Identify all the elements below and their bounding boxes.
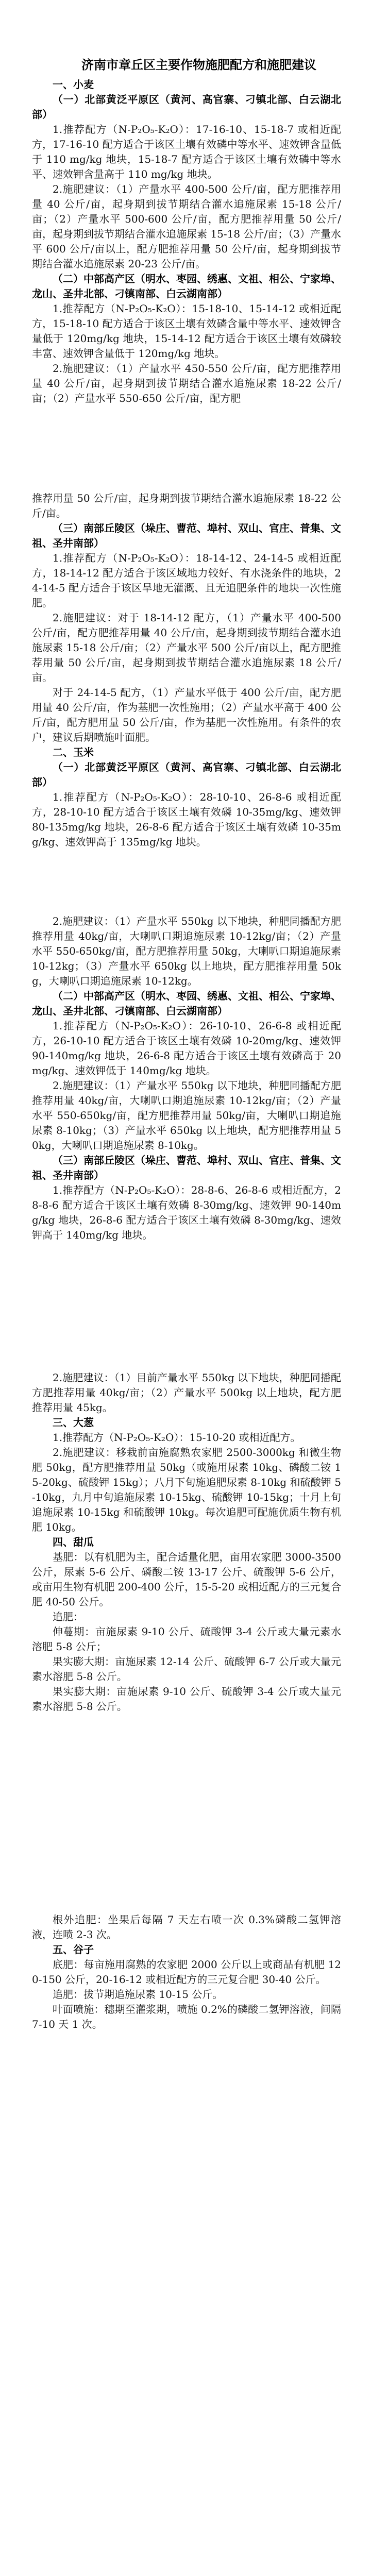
base-fertilizer-paragraph-melon: 基肥：以有机肥为主，配合适量化肥，亩用农家肥 3000-3500 公斤，尿素 5-6 公斤、磷酸二铵 13-17 公斤、硫酸钾 5-6 公斤，或亩用生物有机肥 200-400 公斤，15-5-20 或相近配方的三元复合肥 40-50 公斤。 bbox=[32, 1551, 341, 1608]
section-heading-corn: 二、玉米 bbox=[53, 746, 94, 758]
advice-paragraph-onion: 2.施肥建议：移栽前亩施腐熟农家肥 2500-3000kg 和微生物肥 50kg，配方肥推荐用量 50kg（或施用尿素 10kg、磷酸二铵 15-20kg、硫酸钾 15kg）；八月下旬施追肥尿素 8-10kg 和硫酸钾 5-10kg，九月中旬追施尿素 10-15kg、硫酸钾 10-15kg；十月上旬追施尿素 10-15kg 和硫酸钾 10kg。每次追肥可配施优质生物有机肥 10kg。 bbox=[32, 1446, 341, 1533]
advice-paragraph-corn-north: 2.施肥建议：（1）产量水平 550kg 以下地块，种肥同播配方肥推荐用量 40kg/亩，大喇叭口期追施尿素 10-12kg/亩；（2）产量水平 550-650kg/亩，配方肥推荐用量 50kg，大喇叭口期追施尿素 10-12kg；（3）产量水平 650kg 以上地块，配方肥推荐用量 50kg，大喇叭口期追施尿素 10-12kg。 bbox=[32, 915, 341, 987]
advice-paragraph-wheat-central: 2.施肥建议：（1）产量水平 450-550 公斤/亩，配方肥推荐用量 40 公斤/亩，起身期到拔节期结合灌水追施尿素 18-22 公斤/亩；（2）产量水平 550-650 公斤/亩，配方肥 bbox=[32, 362, 341, 404]
section-heading-millet: 五、谷子 bbox=[53, 1943, 94, 1956]
formula-paragraph-corn-central: 1.推荐配方（N-P₂O₅-K₂O）：26-10-10、26-6-8 或相近配方，26-10-10 配方适合于该区土壤有效磷 10-20mg/kg、速效钾 90-140mg/kg 地块，26-6-8 配方适合于该区土壤有效磷高于 20mg/kg、速效钾低于 140mg/kg 地块。 bbox=[32, 1020, 341, 1077]
advice-paragraph-wheat-north: 2.施肥建议：（1）产量水平 400-500 公斤/亩，配方肥推荐用量 40 公斤/亩，起身期到拔节期结合灌水追施尿素 15-18 公斤/亩；（2）产量水平 500-600 公斤/亩，配方肥推荐用量 50 公斤/亩，起身期到拔节期结合灌水追施尿素 15-18 公斤/亩；（3）产量水平 600 公斤/亩以上，配方肥推荐用量 50 公斤/亩，起身期到拔节期结合灌水追施尿素 20-23 公斤/亩。 bbox=[32, 183, 341, 270]
region-heading-corn-north: （一）北部黄泛平原区（黄河、高官寨、刁镇北部、白云湖北部） bbox=[32, 761, 341, 788]
page-1 bbox=[32, 0, 341, 406]
formula-paragraph-wheat-south: 1.推荐配方（N-P₂O₅-K₂O）：18-14-12、24-14-5 或相近配方，18-14-12 配方适合于该区域地力较好、有水浇条件的地块，24-14-5 配方适合于该区旱地无灌溉、且无追肥条件的地块一次性施肥。 bbox=[32, 552, 341, 609]
formula-paragraph-wheat-central: 1.推荐配方（N-P₂O₅-K₂O）：15-18-10、15-14-12 或相近配方，15-18-10 配方适合于该区土壤有效磷含量中等水平、速效钾含量低于 120mg/kg 地块，15-14-12 配方适合于该区土壤有效磷较丰富、速效钾含量低于 120mg/kg 地块。 bbox=[32, 302, 341, 360]
region-heading-wheat-south: （三）南部丘陵区（垛庄、曹范、埠村、双山、官庄、普集、文祖、圣井南部） bbox=[32, 522, 341, 549]
stage-paragraph-melon: 果实膨大期：亩施尿素 12-14 公斤、硫酸钾 6-7 公斤或大量元素水溶肥 5-8 公斤。 bbox=[32, 1655, 341, 1683]
region-heading-corn-central: （二）中部高产区（明水、枣园、绣惠、文祖、相公、宁家埠、龙山、圣井北部、刁镇南部、白云湖南部） bbox=[32, 990, 341, 1017]
page-2 bbox=[32, 491, 341, 850]
region-heading-wheat-north: （一）北部黄泛平原区（黄河、高官寨、刁镇北部、白云湖北部） bbox=[32, 93, 341, 121]
section-heading-melon: 四、甜瓜 bbox=[53, 1536, 94, 1548]
foliar-paragraph-melon: 根外追肥：坐果后每隔 7 天左右喷一次 0.3%磷酸二氢钾溶液，连喷 2-3 次。 bbox=[32, 1913, 341, 1941]
region-heading-wheat-central: （二）中部高产区（明水、枣园、绣惠、文祖、相公、宁家埠、龙山、圣井北部、刁镇南部、白云湖南部） bbox=[32, 273, 341, 300]
region-heading-corn-south: （三）南部丘陵区（垛庄、曹范、埠村、双山、官庄、普集、文祖、圣井南部） bbox=[32, 1154, 341, 1181]
advice-paragraph-wheat-south: 2.施肥建议：对于 18-14-12 配方，（1）产量水平 400-500 公斤/亩，配方肥推荐用量 40 公斤/亩，起身期到拔节期结合灌水追施尿素 15-18 公斤/亩；（2）产量水平 500 公斤/亩以上，配方肥推荐用量 50 公斤/亩，起身期到拔节期结合灌水追施尿素 18 公斤/亩。 bbox=[32, 612, 341, 684]
page-3 bbox=[32, 914, 341, 1243]
section-heading-wheat: 一、小麦 bbox=[53, 78, 94, 91]
advice-paragraph-corn-south: 2.施肥建议：（1）目前产量水平 550kg 以下地块，种肥同播配方肥推荐用量 40kg/亩；（2）产量水平 500kg 以上地块，配方肥推荐用量 45kg。 bbox=[32, 1371, 341, 1414]
formula-paragraph-corn-north: 1.推荐配方（N-P₂O₅-K₂O）：28-10-10、26-8-6 或相近配方，28-10-10 配方适合于该区土壤有效磷 10-35mg/kg、速效钾 80-135mg/kg 地块，26-8-6 配方适合于该区土壤有效磷 10-35mg/kg、速效钾高于 135mg/kg 地块。 bbox=[32, 791, 341, 848]
page-4 bbox=[32, 1370, 341, 1714]
base-fertilizer-paragraph-millet: 底肥：每亩施用腐熟的农家肥 2000 公斤以上或商品有机肥 120-150 公斤，20-16-12 或相近配方的三元复合肥 30-40 公斤。 bbox=[32, 1958, 341, 1986]
stage-paragraph-melon: 果实膨大期：亩施尿素 9-10 公斤、硫酸钾 3-4 公斤或大量元素水溶肥 5-8 公斤。 bbox=[32, 1685, 341, 1713]
formula-paragraph-onion: 1.推荐配方（N-P₂O₅-K₂O）：15-10-20 或相近配方。 bbox=[53, 1431, 301, 1444]
formula-paragraph-wheat-north: 1.推荐配方（N-P₂O₅-K₂O）：17-16-10、15-18-7 或相近配方，17-16-10 配方适合于该区土壤有效磷中等水平、速效钾含量低于 110 mg/kg 地块，15-18-7 配方适合于该区土壤有效磷中等水平、速效钾含量高于 110 mg/kg 地块。 bbox=[32, 123, 341, 180]
page-5 bbox=[32, 1912, 341, 2032]
advice-paragraph-corn-central: 2.施肥建议：（1）产量水平 550kg 以下地块，种肥同播配方肥推荐用量 40kg/亩，大喇叭口期追施尿素 10-12kg/亩；（2）产量水平 550-650kg/亩，配方肥推荐用量 50kg/亩，大喇叭口期追施尿素 8-10kg；（3）产量水平 650kg 以上地块，配方肥推荐用量 50kg，大喇叭口期追施尿素 8-10kg。 bbox=[32, 1079, 341, 1151]
section-heading-onion: 三、大葱 bbox=[53, 1416, 94, 1429]
formula-paragraph-corn-south: 1.推荐配方（N-P₂O₅-K₂O）：28-8-6、26-8-6 或相近配方，28-8-6 配方适合于该区土壤有效磷 8-30mg/kg、速效钾 90-140mg/kg 地块，26-8-6 配方适合于该区土壤有效磷 8-30mg/kg、速效钾高于 140mg/kg 地块。 bbox=[32, 1184, 341, 1241]
topdress-label-melon: 追肥： bbox=[53, 1611, 83, 1623]
document-title: 济南市章丘区主要作物施肥配方和施肥建议 bbox=[81, 57, 316, 72]
stage-paragraph-melon: 伸蔓期：亩施尿素 9-10 公斤、硫酸钾 3-4 公斤或大量元素水溶肥 5-8 公斤； bbox=[32, 1625, 341, 1653]
foliar-paragraph-millet: 叶面喷施：穗期至灌浆期，喷施 0.2%的磷酸二氢钾溶液，间隔 7-10 天 1 次。 bbox=[32, 2003, 341, 2030]
topdress-paragraph-millet: 追肥：拔节期追施尿素 10-15 公斤。 bbox=[53, 1988, 223, 2001]
advice-paragraph-wheat-central-continued: 推荐用量 50 公斤/亩，起身期到拔节期结合灌水追施尿素 18-22 公斤/亩。 bbox=[32, 492, 341, 519]
advice-paragraph-wheat-south-alt: 对于 24-14-5 配方，（1）产量水平低于 400 公斤/亩，配方肥用量 40 公斤/亩，作为基肥一次性施用；（2）产量水平高于 400 公斤/亩，配方肥用量 50 公斤/亩，作为基肥一次性施用。有条件的农户，建议后期喷施叶面肥。 bbox=[32, 686, 341, 743]
